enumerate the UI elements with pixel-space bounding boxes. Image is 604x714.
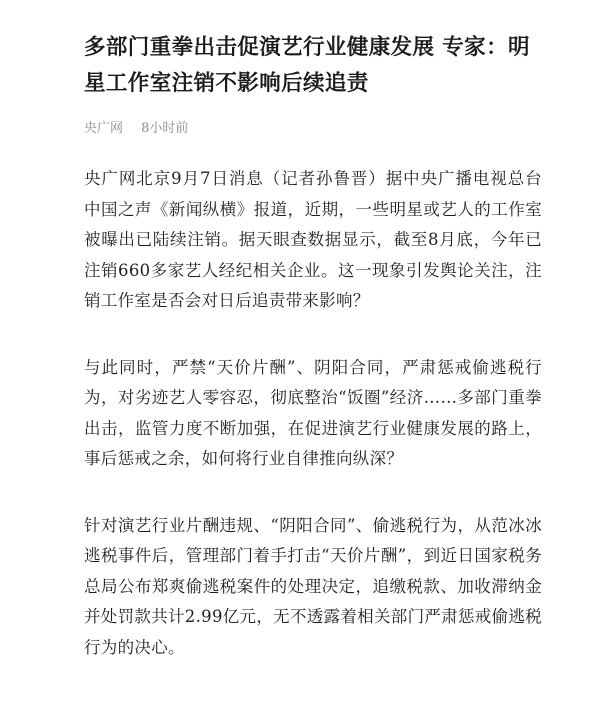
article-paragraph-3: 针对演艺行业片酬违规、“阴阳合同”、偷逃税行为，从范冰冰逃税事件后，管理部门着手打击“天价片酬”，到近日国家税务总局公布郑爽偷逃税案件的处理决定，追缴税款、加收滞纳金并处罚款共计2.99亿元，无不透露着相关部门严肃惩戒偷逃税行为的决心。 bbox=[84, 515, 542, 657]
article-paragraph-1: 央广网北京9月7日消息（记者孙鲁晋）据中央广播电视总台中国之声《新闻纵横》报道，近期，一些明星或艺人的工作室被曝出已陆续注销。据天眼查数据显示，截至8月底，今年已注销660多家艺人经纪相关企业。这一现象引发舆论关注，注销工作室是否会对日后追责带来影响？ bbox=[84, 169, 542, 310]
article-source[interactable]: 央广网 bbox=[84, 121, 124, 136]
article-meta bbox=[84, 120, 542, 138]
article-paragraph-2: 与此同时，严禁“天价片酬”、阴阳合同，严肃惩戒偷逃税行为，对劣迹艺人零容忍，彻底整治“饭圈”经济……多部门重拳出击，监管力度不断加强，在促进演艺行业健康发展的路上，事后惩戒之余，如何将行业自律推向纵深？ bbox=[84, 357, 542, 468]
article-headline: 多部门重拳出击促演艺行业健康发展 专家：明星工作室注销不影响后续追责 bbox=[84, 35, 530, 96]
article-time: 8小时前 bbox=[141, 121, 189, 136]
article-body bbox=[84, 164, 542, 663]
